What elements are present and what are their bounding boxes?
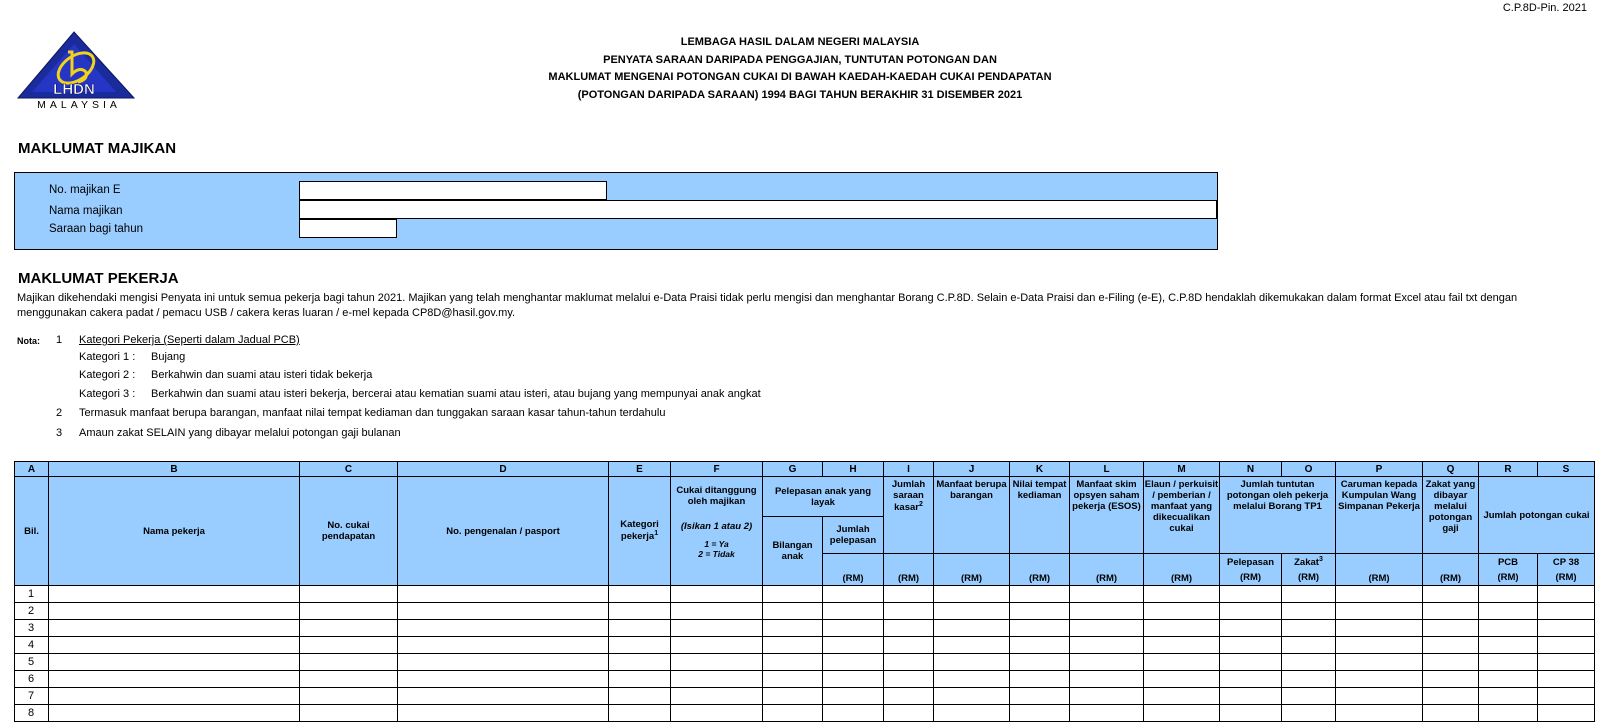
elaun-cell[interactable] (1144, 654, 1220, 671)
elaun-cell[interactable] (1144, 688, 1220, 705)
tp1-zakat-cell[interactable] (1282, 654, 1336, 671)
tp1-zakat-cell (1282, 554, 1336, 586)
nama-cell[interactable] (49, 654, 300, 671)
kategori-cell[interactable] (609, 688, 671, 705)
bilangan-anak-cell[interactable] (763, 586, 823, 603)
tp1-pelepasan-cell[interactable] (1220, 688, 1282, 705)
esos-cell[interactable] (1070, 671, 1144, 688)
ic-cell[interactable] (398, 688, 609, 705)
ditanggung-cell[interactable] (671, 586, 763, 603)
ditanggung-cell[interactable] (671, 688, 763, 705)
notes-label: Nota: (17, 336, 40, 346)
kategori-header (609, 477, 671, 586)
ditanggung-cell[interactable] (671, 671, 763, 688)
zakat-gaji-cell[interactable] (1423, 586, 1479, 603)
kategori-cell[interactable] (609, 637, 671, 654)
pcb-cell[interactable] (1479, 637, 1538, 654)
row-number: 3 (15, 620, 49, 637)
col-letter-r: R (1479, 462, 1538, 477)
zakat-gaji-header: Zakat yang dibayar melalui potongan gaji (1423, 477, 1479, 554)
kategori-header-text: Kategori pekerja (620, 519, 659, 543)
cukai-cell[interactable] (300, 705, 398, 722)
esos-cell[interactable] (1070, 603, 1144, 620)
table-row (15, 620, 1595, 637)
nilai-tempat-cell[interactable] (1010, 603, 1070, 620)
elaun-cell[interactable] (1144, 603, 1220, 620)
elaun-header: Elaun / perkuisit / pemberian / manfaat yang dikecualikan cukai (1144, 477, 1220, 554)
tp1-pelepasan-cell (1220, 554, 1282, 586)
kategori-cell[interactable] (609, 671, 671, 688)
kwsp-cell[interactable] (1336, 603, 1423, 620)
tp1-pelepasan-cell[interactable] (1220, 586, 1282, 603)
header-row-1 (15, 477, 1595, 517)
cukai-cell[interactable] (300, 654, 398, 671)
kategori-3-text: Berkahwin dan suami atau isteri bekerja, bercerai atau kematian suami atau isteri, atau bujang yang mempunyai anak angkat (151, 388, 761, 400)
tp1-zakat-sup: 3 (1318, 556, 1323, 564)
kwsp-cell[interactable] (1336, 620, 1423, 637)
col-letter-d: D (398, 462, 609, 477)
pcb-cell[interactable] (1479, 603, 1538, 620)
cukai-cell[interactable] (300, 620, 398, 637)
ditanggung-hint: (Isikan 1 atau 2) (680, 521, 753, 532)
employee-table (14, 461, 1595, 722)
table-row (15, 603, 1595, 620)
jumlah-saraan-cell[interactable] (884, 705, 934, 722)
col-letter-k: K (1010, 462, 1070, 477)
jumlah-saraan-cell[interactable] (884, 671, 934, 688)
rm-o: (RM) (1297, 571, 1320, 583)
kategori-cell[interactable] (609, 654, 671, 671)
cp38-label: CP 38 (1552, 556, 1580, 568)
rm-p: (RM) (1336, 554, 1423, 586)
tp1-zakat-cell[interactable] (1282, 705, 1336, 722)
nilai-tempat-cell[interactable] (1010, 671, 1070, 688)
bilangan-anak-cell[interactable] (763, 620, 823, 637)
nama-header: Nama pekerja (49, 477, 300, 586)
tp1-zakat-cell[interactable] (1282, 603, 1336, 620)
jumlah-pelepasan-cell[interactable] (823, 586, 884, 603)
zakat-gaji-cell[interactable] (1423, 671, 1479, 688)
jumlah-saraan-cell[interactable] (884, 603, 934, 620)
cp38-cell[interactable] (1538, 705, 1595, 722)
manfaat-barangan-cell[interactable] (934, 654, 1010, 671)
logo-subtext: MALAYSIA (37, 99, 121, 110)
lhdn-logo (16, 30, 142, 110)
row-number: 5 (15, 654, 49, 671)
nama-cell[interactable] (49, 671, 300, 688)
nilai-tempat-cell[interactable] (1010, 705, 1070, 722)
logo-text: LHDN (53, 81, 95, 98)
col-letter-l: L (1070, 462, 1144, 477)
table-row (15, 654, 1595, 671)
manfaat-barangan-header: Manfaat berupa barangan (934, 477, 1010, 554)
manfaat-barangan-cell[interactable] (934, 586, 1010, 603)
bilangan-anak-cell[interactable] (763, 705, 823, 722)
jumlah-pelepasan-cell[interactable] (823, 620, 884, 637)
zakat-gaji-cell[interactable] (1423, 654, 1479, 671)
ic-cell[interactable] (398, 654, 609, 671)
manfaat-barangan-cell[interactable] (934, 671, 1010, 688)
tp1-pelepasan-cell[interactable] (1220, 603, 1282, 620)
ditanggung-header (671, 477, 763, 586)
saraan-tahun-label: Saraan bagi tahun (49, 223, 143, 235)
col-letter-n: N (1220, 462, 1282, 477)
pcb-cell[interactable] (1479, 688, 1538, 705)
tp1-zakat-cell[interactable] (1282, 671, 1336, 688)
rm-q: (RM) (1423, 554, 1479, 586)
col-letter-f: F (671, 462, 763, 477)
kategori-3-label: Kategori 3 : (79, 388, 136, 400)
row-number: 4 (15, 637, 49, 654)
table-row (15, 671, 1595, 688)
kwsp-header: Caruman kepada Kumpulan Wang Simpanan Pekerja (1336, 477, 1423, 554)
tp1-pelepasan-cell[interactable] (1220, 620, 1282, 637)
jumlah-saraan-cell[interactable] (884, 688, 934, 705)
nama-cell[interactable] (49, 586, 300, 603)
nama-majikan-input[interactable] (299, 200, 1217, 219)
esos-cell[interactable] (1070, 637, 1144, 654)
kategori-1-text: Bujang (151, 351, 186, 363)
jumlah-saraan-cell[interactable] (884, 654, 934, 671)
nama-cell[interactable] (49, 688, 300, 705)
no-majikan-label: No. majikan E (49, 184, 121, 196)
cp38-cell[interactable] (1538, 586, 1595, 603)
form-code: C.P.8D-Pin. 2021 (1502, 2, 1587, 14)
employer-section-title: MAKLUMAT MAJIKAN (18, 140, 177, 157)
ditanggung-cell[interactable] (671, 603, 763, 620)
nama-cell[interactable] (49, 620, 300, 637)
elaun-cell[interactable] (1144, 671, 1220, 688)
jumlah-pelepasan-cell[interactable] (823, 603, 884, 620)
cp38-cell (1538, 554, 1595, 586)
jumlah-saraan-cell[interactable] (884, 586, 934, 603)
col-letter-g: G (763, 462, 823, 477)
nama-majikan-label: Nama majikan (49, 205, 123, 217)
jumlah-saraan-cell[interactable] (884, 637, 934, 654)
nilai-tempat-cell[interactable] (1010, 620, 1070, 637)
ditanggung-cell[interactable] (671, 705, 763, 722)
row-number: 2 (15, 603, 49, 620)
bilangan-anak-header: Bilangan anak (763, 517, 823, 586)
kwsp-cell[interactable] (1336, 654, 1423, 671)
kategori-header-sup: 1 (654, 530, 659, 538)
manfaat-barangan-cell[interactable] (934, 705, 1010, 722)
ditanggung-title: Cukai ditanggung oleh majikan (676, 485, 757, 507)
jumlah-saraan-sup: 2 (918, 501, 923, 508)
table-row (15, 705, 1595, 722)
bilangan-anak-cell[interactable] (763, 671, 823, 688)
esos-cell[interactable] (1070, 688, 1144, 705)
pcb-cell[interactable] (1479, 705, 1538, 722)
tp1-zakat-cell[interactable] (1282, 637, 1336, 654)
cukai-cell[interactable] (300, 586, 398, 603)
kategori-cell[interactable] (609, 620, 671, 637)
column-letter-row (15, 462, 1595, 477)
col-letter-e: E (609, 462, 671, 477)
ic-cell[interactable] (398, 637, 609, 654)
jumlah-saraan-cell[interactable] (884, 620, 934, 637)
jumlah-pelepasan-cell[interactable] (823, 654, 884, 671)
tp1-header: Jumlah tuntutan potongan oleh pekerja melalui Borang TP1 (1220, 477, 1336, 554)
tp1-pelepasan-label: Pelepasan (1227, 556, 1274, 568)
manfaat-barangan-cell[interactable] (934, 688, 1010, 705)
rm-k: (RM) (1010, 554, 1070, 586)
col-letter-j: J (934, 462, 1010, 477)
zakat-gaji-cell[interactable] (1423, 688, 1479, 705)
col-letter-c: C (300, 462, 398, 477)
kwsp-cell[interactable] (1336, 705, 1423, 722)
rm-r: (RM) (1497, 571, 1519, 583)
pcb-cell[interactable] (1479, 654, 1538, 671)
bilangan-anak-cell[interactable] (763, 688, 823, 705)
tp1-zakat-cell[interactable] (1282, 620, 1336, 637)
row-number: 8 (15, 705, 49, 722)
ic-cell[interactable] (398, 620, 609, 637)
esos-cell[interactable] (1070, 654, 1144, 671)
manfaat-barangan-cell[interactable] (934, 603, 1010, 620)
row-number: 6 (15, 671, 49, 688)
potongan-header: Jumlah potongan cukai (1479, 477, 1595, 554)
bilangan-anak-cell[interactable] (763, 637, 823, 654)
rm-n: (RM) (1239, 571, 1262, 583)
employee-intro-text: Majikan dikehendaki mengisi Penyata ini untuk semua pekerja bagi tahun 2021. Majikan yang telah menghantar maklumat melalui e-Data Praisi tidak perlu mengisi dan menghantar Borang C.P.8D. Selain e-Data Praisi dan e-Filing (e-E), C.P.8D hendaklah dikemukakan dalam format Excel atau fail txt dengan menggunakan cakera padat / pemacu USB / cakera keras luaran / e-mel kepada CP8D@hasil.gov.my. (17, 292, 1518, 319)
cp38-cell[interactable] (1538, 603, 1595, 620)
zakat-gaji-cell[interactable] (1423, 620, 1479, 637)
cukai-header: No. cukai pendapatan (300, 477, 398, 586)
note-1-number: 1 (56, 334, 63, 346)
kwsp-cell[interactable] (1336, 671, 1423, 688)
zakat-gaji-cell[interactable] (1423, 637, 1479, 654)
note-3-number: 3 (56, 427, 63, 439)
col-letter-b: B (49, 462, 300, 477)
bilangan-anak-cell[interactable] (763, 603, 823, 620)
esos-cell[interactable] (1070, 620, 1144, 637)
kwsp-cell[interactable] (1336, 637, 1423, 654)
pelepasan-anak-header: Pelepasan anak yang layak (763, 477, 884, 517)
tp1-zakat-label: Zakat (1294, 557, 1319, 569)
col-letter-a: A (15, 462, 49, 477)
nilai-tempat-cell[interactable] (1010, 637, 1070, 654)
elaun-cell[interactable] (1144, 586, 1220, 603)
kategori-2-label: Kategori 2 : (79, 369, 136, 381)
cp38-cell[interactable] (1538, 688, 1595, 705)
no-majikan-input[interactable] (299, 181, 607, 200)
cukai-cell[interactable] (300, 603, 398, 620)
ditanggung-cell[interactable] (671, 620, 763, 637)
tp1-pelepasan-cell[interactable] (1220, 654, 1282, 671)
cukai-cell[interactable] (300, 671, 398, 688)
ic-cell[interactable] (398, 603, 609, 620)
pcb-cell (1479, 554, 1538, 586)
kategori-2-text: Berkahwin dan suami atau isteri tidak bekerja (151, 369, 373, 381)
elaun-cell[interactable] (1144, 705, 1220, 722)
cp38-cell[interactable] (1538, 654, 1595, 671)
ditanggung-option-1: 1 = Ya (704, 539, 729, 549)
tp1-zakat-cell[interactable] (1282, 586, 1336, 603)
header-line-3: MAKLUMAT MENGENAI POTONGAN CUKAI DI BAWAH KAEDAH-KAEDAH CUKAI PENDAPATAN (548, 71, 1052, 83)
row-number: 1 (15, 586, 49, 603)
jumlah-pelepasan-cell[interactable] (823, 671, 884, 688)
jumlah-pelepasan-cell[interactable] (823, 705, 884, 722)
rm-j: (RM) (934, 554, 1010, 586)
tp1-zakat-wrap (1282, 556, 1335, 568)
zakat-gaji-cell[interactable] (1423, 603, 1479, 620)
ic-cell[interactable] (398, 586, 609, 603)
kategori-cell[interactable] (609, 705, 671, 722)
kategori-cell[interactable] (609, 603, 671, 620)
elaun-cell[interactable] (1144, 637, 1220, 654)
row-number: 7 (15, 688, 49, 705)
col-letter-s: S (1538, 462, 1595, 477)
rm-m: (RM) (1144, 554, 1220, 586)
jumlah-pelepasan-header: Jumlah pelepasan (823, 517, 884, 554)
ic-cell[interactable] (398, 671, 609, 688)
esos-header: Manfaat skim opsyen saham pekerja (ESOS) (1070, 477, 1144, 554)
col-letter-i: I (884, 462, 934, 477)
saraan-tahun-input[interactable] (299, 219, 397, 238)
jumlah-saraan-header (884, 477, 934, 554)
header-line-2: PENYATA SARAAN DARIPADA PENGGAJIAN, TUNTUTAN POTONGAN DAN (603, 53, 997, 66)
kwsp-cell[interactable] (1336, 688, 1423, 705)
rm-h: (RM) (823, 554, 884, 586)
nilai-tempat-cell[interactable] (1010, 654, 1070, 671)
cp38-cell[interactable] (1538, 620, 1595, 637)
pcb-label: PCB (1497, 556, 1519, 568)
cukai-cell[interactable] (300, 637, 398, 654)
table-row (15, 637, 1595, 654)
nama-cell[interactable] (49, 603, 300, 620)
kwsp-cell[interactable] (1336, 586, 1423, 603)
ic-cell[interactable] (398, 705, 609, 722)
rm-l: (RM) (1070, 554, 1144, 586)
zakat-gaji-cell[interactable] (1423, 705, 1479, 722)
note-1-title: Kategori Pekerja (Seperti dalam Jadual PCB) (79, 334, 300, 346)
col-letter-o: O (1282, 462, 1336, 477)
employee-section-title: MAKLUMAT PEKERJA (18, 270, 179, 287)
col-letter-q: Q (1423, 462, 1479, 477)
cp38-cell[interactable] (1538, 637, 1595, 654)
kategori-cell[interactable] (609, 586, 671, 603)
table-row (15, 586, 1595, 603)
elaun-cell[interactable] (1144, 620, 1220, 637)
tp1-pelepasan-cell[interactable] (1220, 705, 1282, 722)
tp1-pelepasan-cell[interactable] (1220, 637, 1282, 654)
cp38-cell[interactable] (1538, 671, 1595, 688)
col-letter-m: M (1144, 462, 1220, 477)
esos-cell[interactable] (1070, 705, 1144, 722)
header-line-1: LEMBAGA HASIL DALAM NEGERI MALAYSIA (680, 36, 920, 48)
col-letter-h: H (823, 462, 884, 477)
document-header (480, 34, 1120, 104)
manfaat-barangan-cell[interactable] (934, 637, 1010, 654)
pcb-cell[interactable] (1479, 586, 1538, 603)
bilangan-anak-cell[interactable] (763, 654, 823, 671)
tp1-pelepasan-cell[interactable] (1220, 671, 1282, 688)
jumlah-pelepasan-cell[interactable] (823, 688, 884, 705)
employer-info-box (14, 172, 1218, 250)
pcb-cell[interactable] (1479, 620, 1538, 637)
esos-cell[interactable] (1070, 586, 1144, 603)
tp1-zakat-cell[interactable] (1282, 688, 1336, 705)
note-3-text: Amaun zakat SELAIN yang dibayar melalui potongan gaji bulanan (79, 427, 401, 439)
note-2-number: 2 (56, 407, 63, 419)
kategori-1-label: Kategori 1 : (79, 351, 136, 363)
nilai-tempat-cell[interactable] (1010, 586, 1070, 603)
note-2-text: Termasuk manfaat berupa barangan, manfaat nilai tempat kediaman dan tunggakan saraan kasar tahun-tahun terdahulu (79, 407, 666, 419)
col-letter-p: P (1336, 462, 1423, 477)
cukai-cell[interactable] (300, 688, 398, 705)
jumlah-saraan-text: Jumlah saraan kasar (891, 479, 926, 514)
header-line-4: (POTONGAN DARIPADA SARAAN) 1994 BAGI TAHUN BERAKHIR 31 DISEMBER 2021 (577, 88, 1023, 101)
nilai-tempat-cell[interactable] (1010, 688, 1070, 705)
rm-s: (RM) (1555, 571, 1577, 583)
nama-cell[interactable] (49, 705, 300, 722)
jumlah-pelepasan-cell[interactable] (823, 637, 884, 654)
ic-header: No. pengenalan / pasport (398, 477, 609, 586)
nama-cell[interactable] (49, 637, 300, 654)
bil-header: Bil. (15, 477, 49, 586)
ditanggung-cell[interactable] (671, 637, 763, 654)
pcb-cell[interactable] (1479, 671, 1538, 688)
ditanggung-cell[interactable] (671, 654, 763, 671)
manfaat-barangan-cell[interactable] (934, 620, 1010, 637)
nilai-tempat-header: Nilai tempat kediaman (1010, 477, 1070, 554)
ditanggung-option-2: 2 = Tidak (698, 549, 735, 559)
table-row (15, 688, 1595, 705)
rm-i: (RM) (884, 554, 934, 586)
